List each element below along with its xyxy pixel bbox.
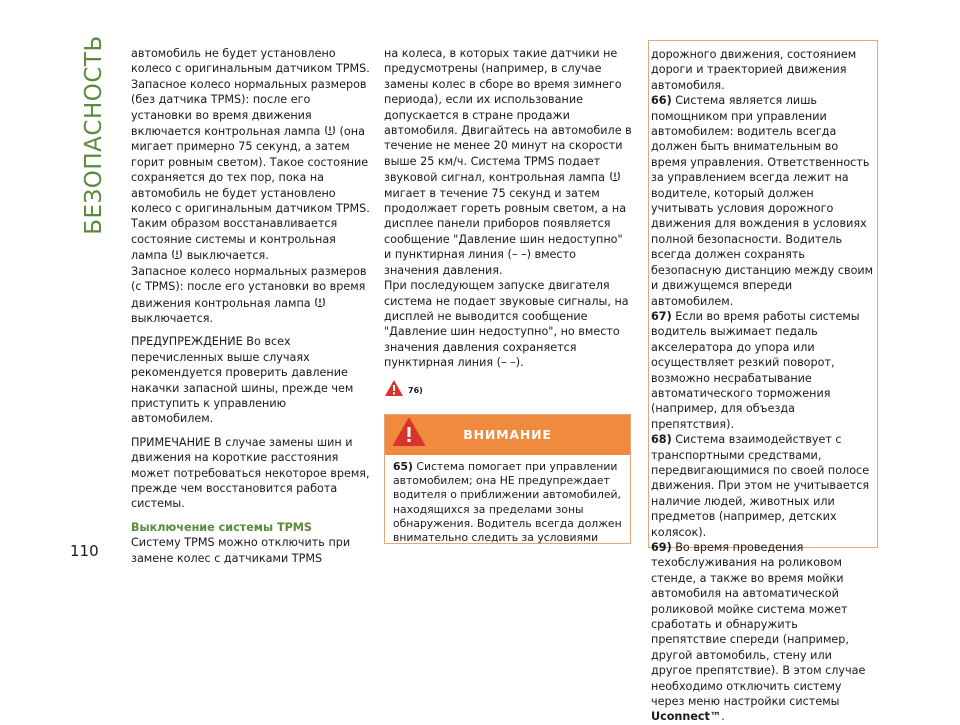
- warning-box: [384, 414, 631, 544]
- page-number: 110: [70, 542, 99, 560]
- paragraph: автомобиль не будет установлено колесо с оригинальным датчиком TPMS.: [131, 47, 370, 76]
- paragraph: ПРЕДУПРЕЖДЕНИЕ Во всех перечисленных выше случаях рекомендуется проверить давление накачки запасной шины, прежде чем приступить к управлению автомобилем.: [131, 335, 354, 426]
- tpms-warning-icon: [609, 169, 621, 183]
- warning-reference: [384, 379, 632, 401]
- paragraph: При последующем запуске двигателя система не подает звуковые сигналы, на дисплей не выводится сообщение "Давление шин недоступно", но вместо значения давления сохраняется пунктирная линия (– –).: [384, 279, 629, 370]
- column-2: [384, 46, 632, 401]
- paragraph: 66) Система является лишь помощником при управлении автомобилем: водитель всегда должен быть внимательным во время управления. Ответственность за управлением всегда лежит на водителе, который должен учитывать условия дорожного движения для вождения в условиях полной безопасности. Водитель всегда должен сохранять безопасную дистанцию между своим и движущемся впереди автомобилем.: [651, 94, 874, 308]
- warning-heading: ВНИМАНИЕ: [463, 427, 552, 442]
- paragraph: на колеса, в которых такие датчики не предусмотрены (например, в случае замены колес в сборе во время зимнего периода), если их использование допускается в стране продажи автомобиля. Двигайтесь на автомобиле в течение не менее 20 минут на скорости выше 25 км/ч. Система TPMS подает звуковой сигнал, контрольная лампа мигает в течение 75 секунд и затем продолжает гореть ровным светом, а на дисплее панели приборов появляется сообщение "Давление шин недоступно" и пунктирная линия (– –) вместо значения давления.: [384, 47, 632, 277]
- reference-number: 76): [408, 385, 423, 395]
- paragraph: 69) Во время проведения техобслуживания на роликовом стенде, а также во время мойки автомобиля на автоматической роликовой мойке система может сработать и обнаружить препятствие спереди (например, другой автомобиль, стену или другое препятствие). В этом случае необходимо отключить систему через меню настройки системы Uconnect™.: [651, 541, 866, 724]
- warning-box-header: [385, 415, 630, 455]
- section-heading: Выключение системы TPMS: [131, 520, 312, 534]
- paragraph: 67) Если во время работы системы водитель выжимает педаль акселератора до упора или осуществляет резкий поворот, возможно несрабатывание автоматического торможения (например, для объезда препятствия).: [651, 309, 860, 431]
- column-1: [131, 46, 371, 566]
- paragraph: дорожного движения, состоянием дороги и траекторией движения автомобиля.: [651, 48, 857, 92]
- paragraph: 68) Система взаимодействует с транспортными средствами, передвигающимися по своей полосе движения. При этом не учитывается наличие людей, животных или предметов (например, детских колясок).: [651, 433, 870, 539]
- tpms-warning-icon: [171, 247, 183, 261]
- paragraph: Запасное колесо нормальных размеров (с TPMS): после его установки во время движения контрольная лампа выключается.: [131, 264, 367, 325]
- warning-triangle-icon: [384, 379, 404, 401]
- warning-text: 65) Система помогает при управлении автомобилем; она НЕ предупреждает водителя о приближении автомобилей, находящихся за пределами зоны обнаружения. Водитель всегда должен внимательно следить за условиями: [393, 460, 622, 545]
- tpms-warning-icon: [314, 295, 326, 309]
- tpms-warning-icon: [324, 123, 336, 137]
- section-title: БЕЗОПАСНОСТЬ: [81, 35, 108, 235]
- column-3: [651, 47, 874, 725]
- paragraph: Систему TPMS можно отключить при замене колес с датчиками TPMS: [131, 536, 351, 565]
- paragraph: ПРИМЕЧАНИЕ В случае замены шин и движения на короткие расстояния может потребоваться некоторое время, прежде чем восстановится работа системы.: [131, 435, 370, 511]
- paragraph: Запасное колесо нормальных размеров (без датчика TPMS): после его установки во время движения включается контрольная лампа (она мигает примерно 75 секунд, а затем горит ровным светом). Такое состояние сохраняется до тех пор, пока на автомобиль не будет установлено колесо с оригинальным датчиком TPMS. Таким образом восстанавливается состояние системы и контрольная лампа выключается.: [131, 77, 370, 263]
